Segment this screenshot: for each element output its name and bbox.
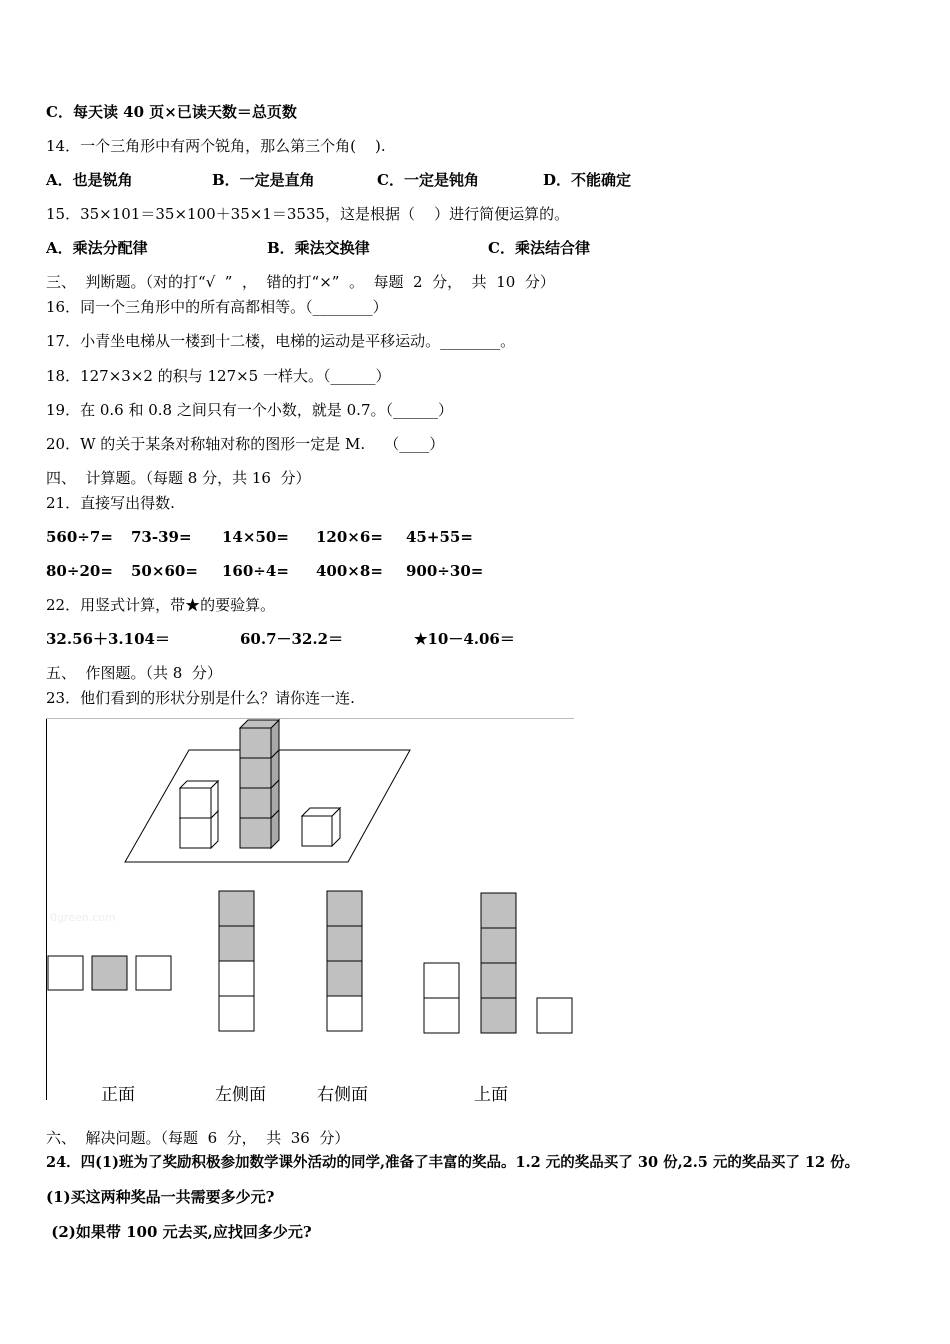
q14-option-c: C．一定是钝角	[377, 171, 479, 189]
section-6-title: 六、 解决问题。（每题 6 分， 共 36 分）	[46, 1129, 350, 1147]
view-front	[48, 956, 171, 990]
cube-front	[240, 758, 271, 788]
cube-stack-right	[302, 808, 340, 846]
vertical-calc-item: ★10－4.06＝	[414, 630, 515, 648]
cube-front	[240, 788, 271, 818]
q15-option-c: C．乘法结合律	[488, 239, 590, 257]
section-5-title: 五、 作图题。（共 8 分）	[46, 664, 222, 682]
view-square	[424, 963, 459, 998]
caption-right-side: 右侧面	[317, 1085, 368, 1105]
cube-front	[240, 818, 271, 848]
q23-stem: 23．他们看到的形状分别是什么？请你连一连.	[46, 689, 355, 707]
cube-front	[240, 728, 271, 758]
q20: 20．W 的关于某条对称轴对称的图形一定是 M. （____）	[46, 435, 445, 453]
cube-views-diagram	[46, 716, 576, 1102]
view-square	[537, 998, 572, 1033]
q14-option-d: D．不能确定	[543, 171, 632, 189]
view-square	[327, 996, 362, 1031]
view-left-side	[219, 891, 254, 1031]
calc-item: 50×60=	[131, 562, 198, 580]
view-square	[219, 996, 254, 1031]
view-square	[327, 926, 362, 961]
q18: 18．127×3×2 的积与 127×5 一样大。（______）	[46, 367, 391, 385]
view-square	[424, 998, 459, 1033]
q13-option-c: C．每天读 40 页×已读天数＝总页数	[46, 103, 297, 121]
cube-views-figure	[46, 716, 576, 1105]
calc-item: 900÷30=	[406, 562, 484, 580]
section-4-title: 四、 计算题。（每题 8 分，共 16 分）	[46, 469, 311, 487]
q21-stem: 21．直接写出得数.	[46, 494, 175, 512]
view-square	[481, 998, 516, 1033]
calc-item: 73-39=	[131, 528, 192, 546]
view-square	[481, 893, 516, 928]
q14-option-b: B．一定是直角	[212, 171, 315, 189]
view-square	[136, 956, 171, 990]
vertical-calc-item: 60.7－32.2＝	[240, 630, 344, 648]
cube-stack-middle	[240, 720, 279, 848]
calc-item: 120×6=	[316, 528, 383, 546]
q16: 16．同一个三角形中的所有高都相等。（________）	[46, 298, 388, 316]
calc-item: 80÷20=	[46, 562, 113, 580]
view-square	[219, 891, 254, 926]
cube-top	[180, 781, 218, 788]
view-square	[327, 891, 362, 926]
calc-item: 400×8=	[316, 562, 383, 580]
q14-option-a: A．也是锐角	[46, 171, 133, 189]
q22-stem: 22．用竖式计算，带★的要验算。	[46, 596, 276, 614]
caption-top: 上面	[474, 1085, 508, 1105]
view-top	[424, 893, 572, 1033]
cube-front	[302, 816, 332, 846]
q17: 17．小青坐电梯从一楼到十二楼，电梯的运动是平移运动。________。	[46, 332, 516, 350]
view-right-side	[327, 891, 362, 1031]
section-3-title: 三、 判断题。（对的打“√ ” ， 错的打“×” 。 每题 2 分， 共 10 分）	[46, 273, 555, 291]
q14-stem: 14．一个三角形中有两个锐角，那么第三个角( ).	[46, 137, 386, 155]
view-square	[219, 926, 254, 961]
view-square	[219, 961, 254, 996]
calc-item: 160÷4=	[222, 562, 289, 580]
q24-sub1: (1)买这两种奖品一共需要多少元?	[46, 1188, 275, 1206]
cube-front	[180, 788, 211, 818]
cube-front	[180, 818, 211, 848]
q24-stem: 24．四(1)班为了奖励积极参加数学课外活动的同学,准备了丰富的奖品。1.2 元的奖品买了 30 份,2.5 元的奖品买了 12 份。	[46, 1154, 860, 1171]
cube-stack-left	[180, 781, 218, 848]
caption-front: 正面	[101, 1085, 135, 1105]
q15-option-b: B．乘法交换律	[267, 239, 370, 257]
vertical-calc-item: 32.56＋3.104＝	[46, 630, 170, 648]
calc-item: 560÷7=	[46, 528, 113, 546]
view-square	[48, 956, 83, 990]
q19: 19．在 0.6 和 0.8 之间只有一个小数，就是 0.7。（______）	[46, 401, 453, 419]
q15-stem: 15．35×101＝35×100＋35×1＝3535，这是根据（ ）进行简便运算的。	[46, 205, 570, 223]
view-square	[327, 961, 362, 996]
view-square	[481, 928, 516, 963]
caption-left-side: 左侧面	[215, 1085, 266, 1105]
q15-option-a: A．乘法分配律	[46, 239, 148, 257]
watermark: 0green.com	[50, 911, 116, 924]
calc-item: 14×50=	[222, 528, 289, 546]
q24-sub2: (2)如果带 100 元去买,应找回多少元?	[46, 1223, 312, 1241]
calc-item: 45+55=	[406, 528, 473, 546]
view-square	[481, 963, 516, 998]
view-square	[92, 956, 127, 990]
